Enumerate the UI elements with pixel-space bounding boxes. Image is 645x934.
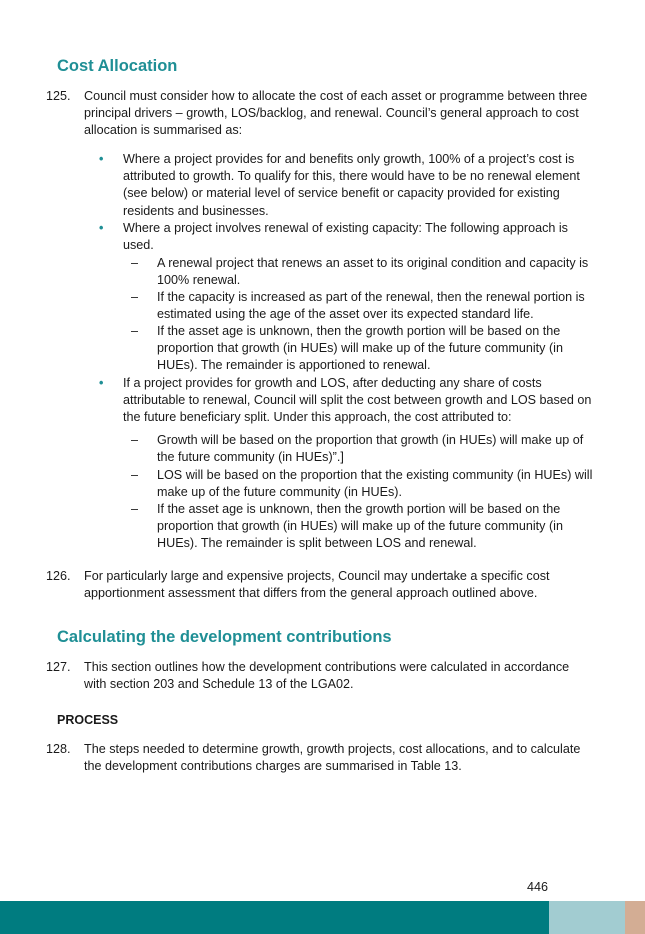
page-number: 446 <box>527 880 549 894</box>
bullet-item <box>99 375 593 427</box>
paragraph-number: 127. <box>46 660 71 674</box>
dash-icon: – <box>131 502 139 516</box>
paragraph-number: 125. <box>46 89 71 103</box>
dash-icon: – <box>131 324 139 338</box>
subheading-process: PROCESS <box>57 713 119 727</box>
paragraph-text: The steps needed to determine growth, growth projects, cost allocations, and to calculate the development contributions charges are summarised in Table 13. <box>84 742 581 774</box>
dash-icon: – <box>131 468 139 482</box>
paragraph-text: This section outlines how the development contributions were calculated in accordance with section 203 and Schedule 13 of the LGA02. <box>84 660 570 692</box>
dash-text: LOS will be based on the proportion that the existing community (in HUEs) will make up of the future community (in HUEs). <box>157 468 593 500</box>
dash-item <box>131 289 593 323</box>
bullet-text: If a project provides for growth and LOS, after deducting any share of costs attributable to renewal, Council will split the cost between growth and LOS based on the future beneficiary split. Under this approach, the cost attributed to: <box>123 376 592 425</box>
paragraph-number: 126. <box>46 569 71 583</box>
dash-text: If the asset age is unknown, then the growth portion will be based on the proportion that growth (in HUEs) will make up of the future community (in HUEs). The remainder is split between LOS and renewal. <box>157 502 563 551</box>
footer-segment-light <box>549 901 625 934</box>
bullet-text: Where a project provides for and benefits only growth, 100% of a project’s cost is attributed to growth. To qualify for this, there would have to be no renewal element (see below) or material level of service benefit or capacity provided for existing residents and businesses. <box>123 152 580 218</box>
footer-segment-dark <box>0 901 549 934</box>
bullet-item <box>99 151 593 220</box>
dash-item <box>131 501 593 553</box>
dash-item <box>131 432 593 466</box>
paragraph-128 <box>46 741 594 775</box>
bullet-icon: • <box>99 376 104 390</box>
section-title-cost-allocation: Cost Allocation <box>57 57 178 75</box>
paragraph-text: Council must consider how to allocate the cost of each asset or programme between three principal drivers – growth, LOS/backlog, and renewal. Council’s general approach to cost allocation is summarised as: <box>84 89 588 138</box>
bullet-text: Where a project involves renewal of existing capacity: The following approach is used. <box>123 221 568 253</box>
dash-item <box>131 467 593 501</box>
bullet-item <box>99 220 593 254</box>
dash-item <box>131 255 593 289</box>
paragraph-number: 128. <box>46 742 71 756</box>
dash-item <box>131 323 593 375</box>
bullet-icon: • <box>99 152 104 166</box>
dash-icon: – <box>131 256 139 270</box>
paragraph-125 <box>46 88 594 140</box>
footer-segment-accent <box>625 901 645 934</box>
dash-text: Growth will be based on the proportion that growth (in HUEs) will make up of the future community (in HUEs)”.] <box>157 433 584 465</box>
dash-text: A renewal project that renews an asset to its original condition and capacity is 100% renewal. <box>157 256 589 288</box>
paragraph-text: For particularly large and expensive projects, Council may undertake a specific cost apportionment assessment that differs from the general approach outlined above. <box>84 569 550 601</box>
section-title-calculating-contributions: Calculating the development contributions <box>57 628 392 646</box>
paragraph-126 <box>46 568 594 602</box>
dash-icon: – <box>131 433 139 447</box>
paragraph-127 <box>46 659 594 693</box>
dash-text: If the asset age is unknown, then the growth portion will be based on the proportion that growth (in HUEs) will make up of the future community (in HUEs). The remainder is apportioned to renewal. <box>157 324 563 373</box>
dash-text: If the capacity is increased as part of the renewal, then the renewal portion is estimated using the age of the asset over its expected standard life. <box>157 290 585 322</box>
footer-bar <box>0 901 645 934</box>
bullet-icon: • <box>99 221 104 235</box>
dash-icon: – <box>131 290 139 304</box>
